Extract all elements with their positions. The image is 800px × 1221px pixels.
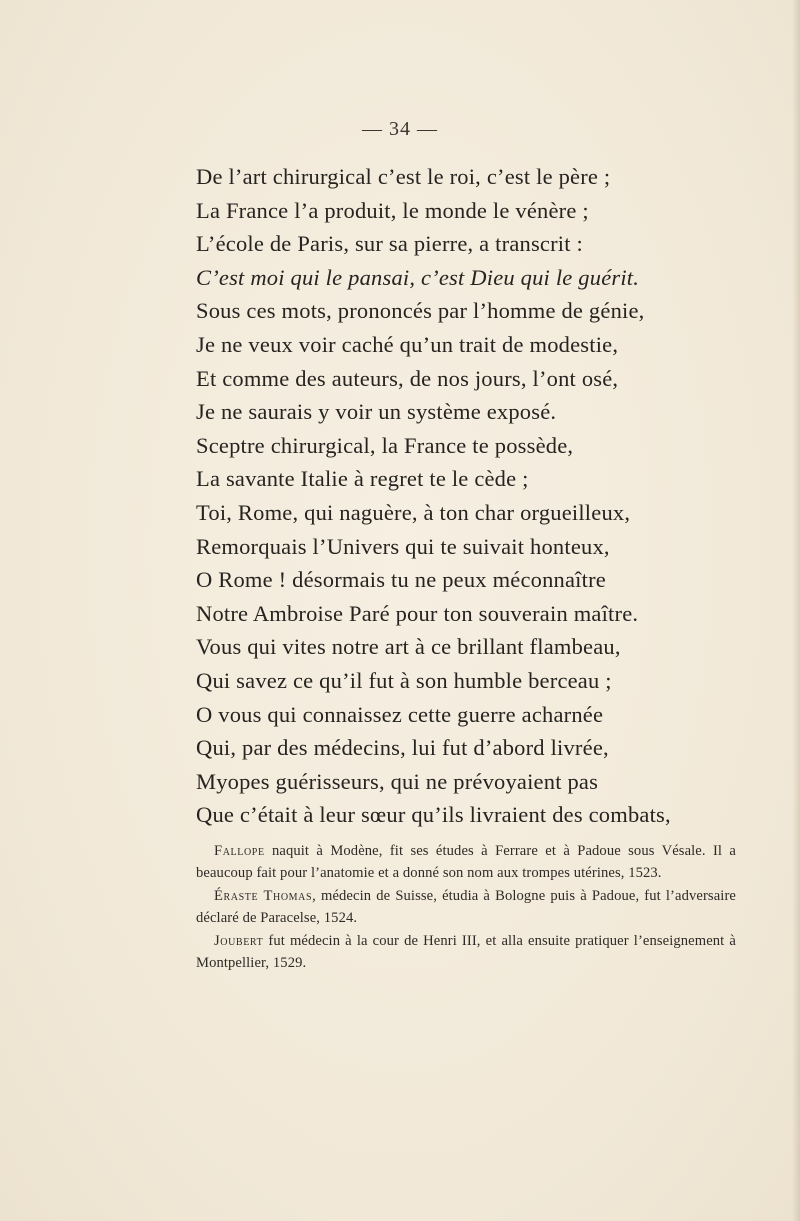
verse-line: O Rome ! désormais tu ne peux méconnaître xyxy=(196,567,606,593)
verse-line: Remorquais l’Univers qui te suivait honteux, xyxy=(196,533,610,559)
footnote-text: fut médecin à la cour de Henri III, et alla ensuite pratiquer l’enseignement à Montpellier, 1529. xyxy=(196,932,736,972)
verse-line: Notre Ambroise Paré pour ton souverain maître. xyxy=(196,600,639,626)
verse-line-epitaph: C’est moi qui le pansai, c’est Dieu qui le guérit. xyxy=(196,264,640,290)
page-number: — 34 — xyxy=(362,118,438,140)
verse-line: Sous ces mots, prononcés par l’homme de génie, xyxy=(196,298,645,324)
verse-line: Sceptre chirurgical, la France te possède, xyxy=(196,432,574,458)
verse-line: Et comme des auteurs, de nos jours, l’ont osé, xyxy=(196,365,619,391)
footnote-text: , médecin de Suisse, étudia à Bologne puis à Padoue, fut l’adversaire déclaré de Paracelse, 1524. xyxy=(196,887,736,927)
footnote-joubert xyxy=(196,930,736,975)
verse-line: Qui savez ce qu’il fut à son humble berceau ; xyxy=(196,667,612,693)
verse-line: La savante Italie à regret te le cède ; xyxy=(196,466,529,492)
verse-line: Vous qui vites notre art à ce brillant flambeau, xyxy=(196,634,621,660)
verse-line: De l’art chirurgical c’est le roi, c’est le père ; xyxy=(196,164,611,189)
footnote-eraste xyxy=(196,885,736,930)
verse-line: Que c’était à leur sœur qu’ils livraient des combats, xyxy=(196,802,671,828)
footnote-name: Joubert xyxy=(214,932,264,949)
page-edge-shadow xyxy=(792,0,800,1221)
verse-line: O vous qui connaissez cette guerre acharnée xyxy=(196,701,604,727)
footnote-text: naquit à Modène, fit ses études à Ferrare et à Padoue sous Vésale. Il a beaucoup fait pour l’anatomie et a donné son nom aux trompes utérines, 1523. xyxy=(196,843,736,882)
footnotes xyxy=(196,840,736,974)
verse-line: L’école de Paris, sur sa pierre, a transcrit : xyxy=(196,231,583,257)
verse-line: Qui, par des médecins, lui fut d’abord livrée, xyxy=(196,735,609,761)
verse-line: Je ne veux voir caché qu’un trait de modestie, xyxy=(196,331,619,357)
verse-line: Je ne saurais y voir un système exposé. xyxy=(196,399,557,425)
footnote-name: Éraste Thomas xyxy=(214,887,313,904)
verse-line: La France l’a produit, le monde le vénère ; xyxy=(196,197,589,223)
footnote-fallope xyxy=(196,840,736,885)
footnote-name: Fallope xyxy=(214,843,265,859)
verse-line: Toi, Rome, qui naguère, à ton char orgueilleux, xyxy=(196,499,631,525)
poem xyxy=(196,160,671,832)
verse-line: Myopes guérisseurs, qui ne prévoyaient pas xyxy=(196,768,599,794)
